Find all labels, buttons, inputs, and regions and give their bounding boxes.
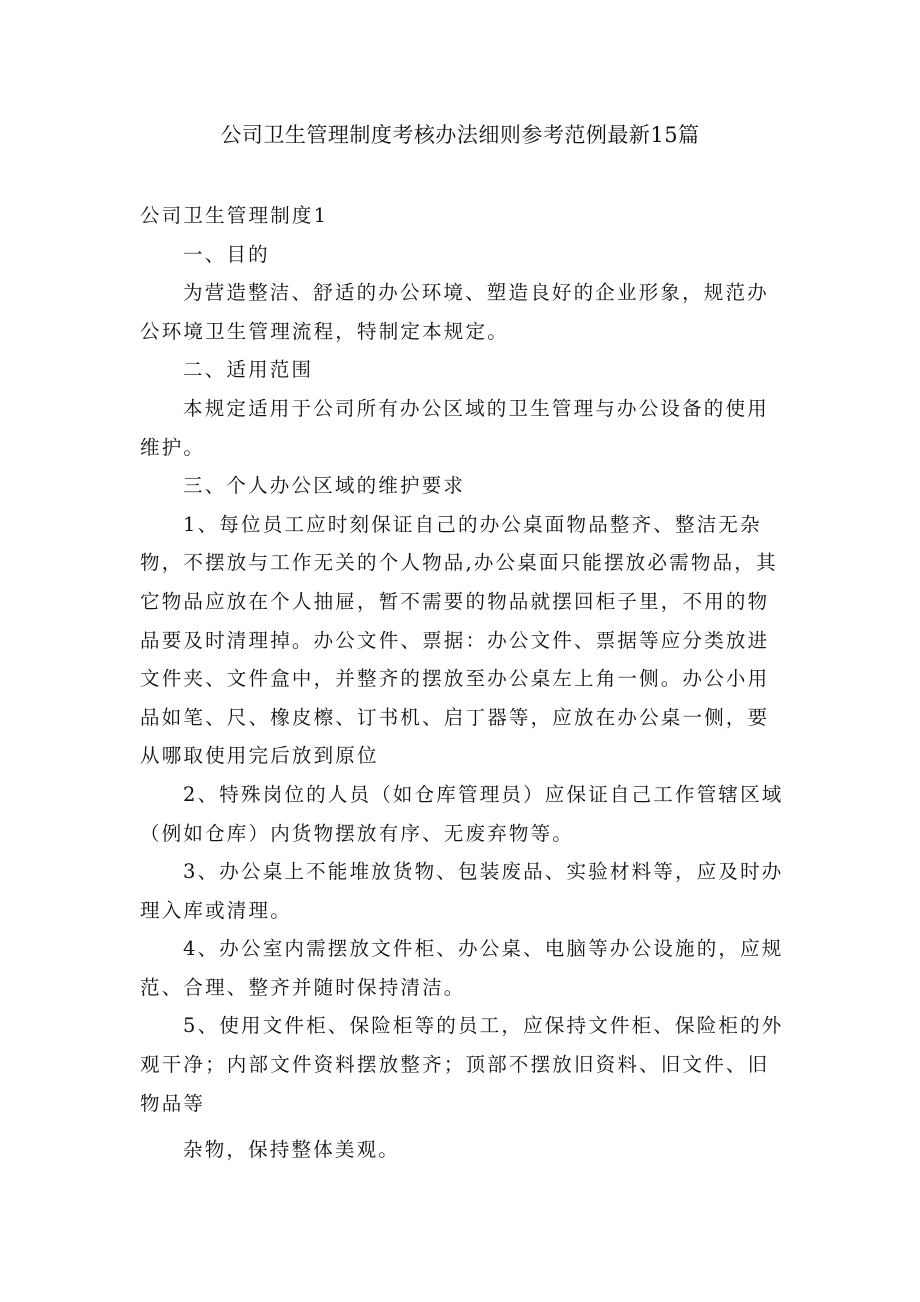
document-body	[140, 197, 785, 1170]
heading-personal-area: 三、个人办公区域的维护要求	[183, 474, 466, 498]
paragraph-item-1: 1、每位员工应时刻保证自己的办公桌面物品整齐、整洁无杂物，不摆放与工作无关的个人物品,办公桌面只能摆放必需物品，其它物品应放在个人抽屉，暂不需要的物品就摆回柜子里，不用的物品要及时清理掉。办公文件、票据：办公文件、票据等应分类放进文件夹、文件盒中，并整齐的摆放至办公桌左上角一侧。办公小用品如笔、尺、橡皮檫、订书机、启丁器等，应放在办公桌一侧，要从哪取使用完后放到原位	[140, 512, 778, 768]
heading-purpose: 一、目的	[183, 242, 270, 266]
document-title: 公司卫生管理制度考核办法细则参考范例最新15篇	[220, 123, 700, 147]
paragraph-item-5-continued: 杂物，保持整体美观。	[183, 1138, 401, 1162]
paragraph-item-3: 3、办公桌上不能堆放货物、包装废品、实验材料等，应及时办理入库或清理。	[140, 860, 784, 922]
heading-scope: 二、适用范围	[183, 358, 314, 382]
paragraph-scope: 本规定适用于公司所有办公区域的卫生管理与办公设备的使用维护。	[140, 396, 769, 459]
section-heading: 公司卫生管理制度1	[140, 204, 329, 227]
paragraph-item-4: 4、办公室内需摆放文件柜、办公桌、电脑等办公设施的，应规范、合理、整齐并随时保持清洁。	[140, 937, 784, 999]
paragraph-item-5: 5、使用文件柜、保险柜等的员工，应保持文件柜、保险柜的外观干净；内部文件资料摆放整齐；顶部不摆放旧资料、旧文件、旧物品等	[140, 1014, 784, 1115]
paragraph-purpose: 为营造整洁、舒适的办公环境、塑造良好的企业形象，规范办公环境卫生管理流程，特制定本规定。	[140, 281, 769, 343]
paragraph-item-2: 2、特殊岗位的人员（如仓库管理员）应保证自己工作管辖区域（例如仓库）内货物摆放有序、无废弃物等。	[140, 782, 784, 845]
